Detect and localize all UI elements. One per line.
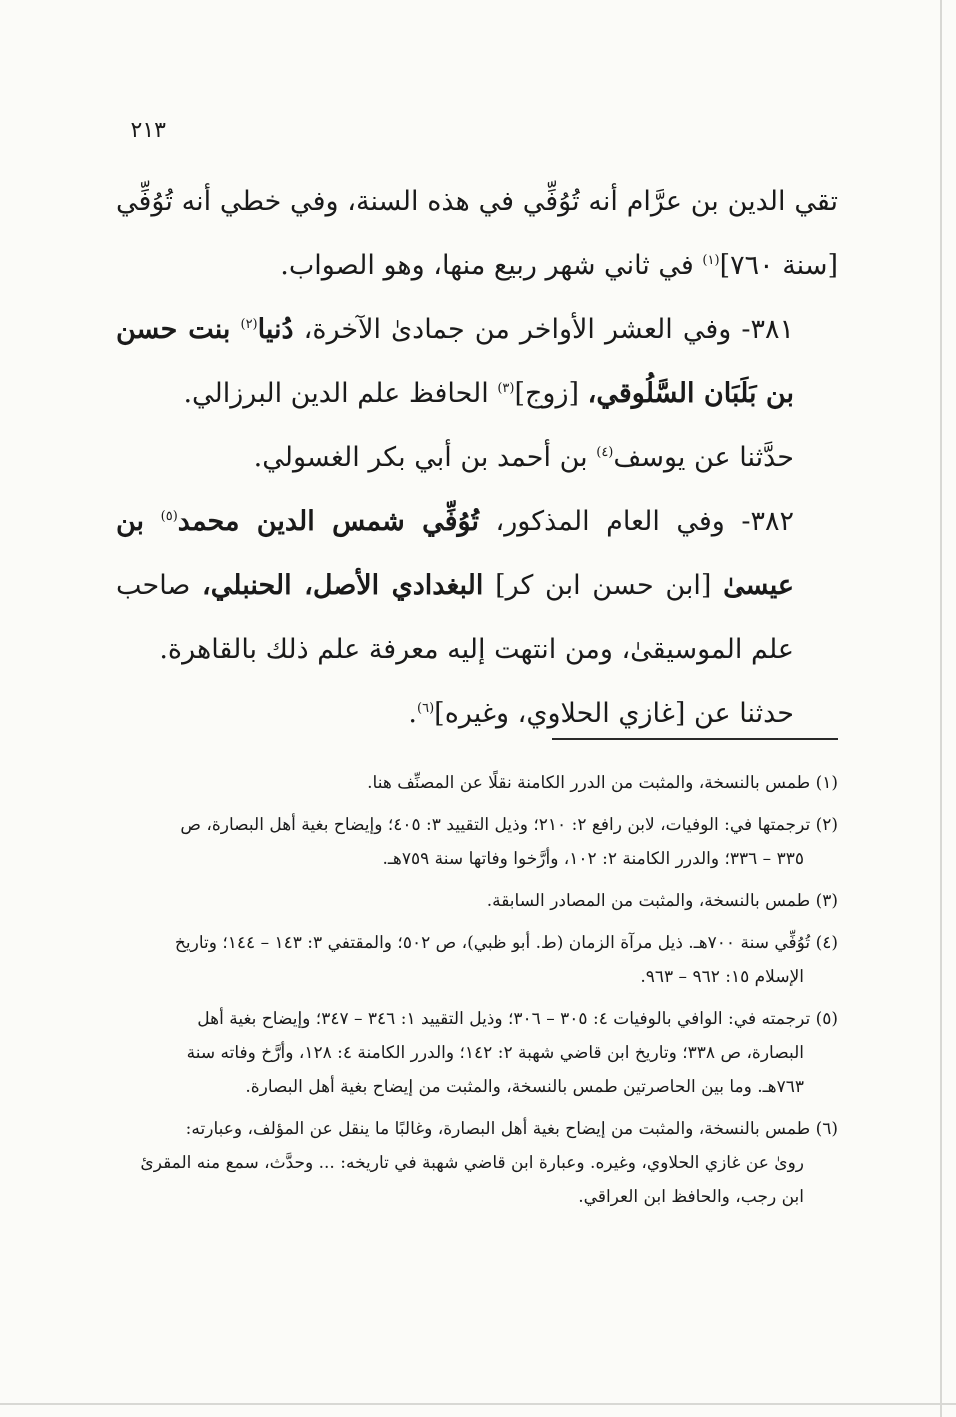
footnote-line-cont: ابن رجب، والحافظ ابن العراقي. (578, 1187, 804, 1207)
footnote-ref-2: (٢) (240, 317, 258, 332)
entry-381-narration (116, 426, 838, 490)
footnote-line: (٢) ترجمتها في: الوفيات، لابن رافع ٢: ٢١٠؛ وذيل التقييد ٣: ٤٠٥؛ وإيضاح بغية أهل البصارة، ص (180, 815, 838, 835)
footnote-line: (٥) ترجمته في: الوافي بالوفيات ٤: ٣٠٥ – ٣٠٦؛ وذيل التقييد ١: ٣٤٦ – ٣٤٧؛ وإيضاح بغية أهل (197, 1009, 838, 1029)
paragraph-intro (116, 170, 838, 298)
footnote-6 (116, 1112, 838, 1214)
entry-381 (116, 298, 838, 426)
entry-382-narration (116, 682, 838, 746)
footnote-ref-4: (٤) (596, 445, 614, 460)
narration-381-b: بن أحمد بن أبي بكر الغسولي. (253, 442, 588, 473)
footnote-4 (116, 926, 838, 994)
entry-382-father: بن عيسىٰ (116, 506, 794, 601)
page-edge-bottom (0, 1403, 956, 1405)
footnotes (116, 766, 838, 1222)
entry-381-lineage: بنت حسن بن بَلَبَان السَّلُوقي، (116, 314, 794, 409)
entry-382 (116, 490, 838, 682)
page-edge-right (940, 0, 942, 1417)
entry-382-bracket: [ابن حسن ابن كر] (495, 570, 712, 601)
footnote-line: (١) طمس بالنسخة، والمثبت من الدرر الكامنة نقلًا عن المصنِّف هنا. (367, 773, 838, 793)
footnote-2 (116, 808, 838, 876)
footnote-3 (116, 884, 838, 918)
footnote-line-cont: ٣٣٥ – ٣٣٦؛ والدرر الكامنة ٢: ١٠٢، وأرَّخوا وفاتها سنة ٧٥٩هـ. (382, 849, 804, 869)
footnote-line: (٣) طمس بالنسخة، والمثبت من المصادر السابقة. (486, 891, 838, 911)
main-text (116, 170, 838, 746)
entry-381-rest: الحافظ علم الدين البرزالي. (183, 378, 489, 409)
footnote-line-cont: روىٰ عن غازي الحلاوي، وغيره. وعبارة ابن قاضي شهبة في تاريخه: ... وحدَّث، سمع منه المقرئ (140, 1153, 804, 1173)
footnote-line-cont: الإسلام ١٥: ٩٦٢ – ٩٦٣. (640, 967, 804, 987)
footnote-line: (٤) تُوُفِّي سنة ٧٠٠هـ. ذيل مرآة الزمان (ط. أبو ظبي)، ص ٥٠٢؛ والمقتفي ٣: ١٤٣ – ١٤٤؛ وتاريخ (174, 933, 838, 953)
footnote-line-cont: البصارة، ص ٣٣٨؛ وتاريخ ابن قاضي شهبة ٢: ١٤٢؛ والدرر الكامنة ٤: ١٢٨، وأرَّخ وفاته سنة (186, 1043, 804, 1063)
narration-382-end: . (408, 698, 418, 729)
intro-line-1: تقي الدين بن عرَّام أنه تُوُفِّي في هذه السنة، وفي خطي أنه تُوُفِّي [سنة ٧٦٠] (116, 186, 838, 281)
entry-381-bracket: [زوج] (514, 378, 580, 409)
footnote-1 (116, 766, 838, 800)
footnote-ref-6: (٦) (417, 701, 435, 716)
narration-381-a: حدَّثنا عن يوسف (613, 442, 794, 473)
footnote-ref-3: (٣) (497, 381, 515, 396)
footnote-line: (٦) طمس بالنسخة، والمثبت من إيضاح بغية أهل البصارة، وغالبًا ما ينقل عن المؤلف، وعبارته: (185, 1119, 838, 1139)
footnote-line-cont: ٧٦٣هـ. وما بين الحاصرتين طمس بالنسخة، والمثبت من إيضاح بغية أهل البصارة. (245, 1077, 804, 1097)
entry-382-number: ٣٨٢- وفي العام المذكور، (495, 506, 794, 537)
intro-line-2: في ثاني شهر ربيع منها، وهو الصواب. (280, 250, 694, 281)
footnote-separator (552, 738, 838, 740)
footnote-ref-1: (١) (702, 253, 720, 268)
entry-382-rest: صاحب علم الموسيقىٰ، ومن انتهت إليه معرفة علم ذلك بالقاهرة. (116, 570, 794, 665)
narration-382-a: حدثنا عن [غازي الحلاوي، وغيره] (434, 698, 794, 729)
entry-381-number: ٣٨١- وفي العشر الأواخر من جمادىٰ الآخرة، (303, 314, 794, 345)
footnote-ref-5: (٥) (160, 509, 178, 524)
entry-381-name: دُنيا (257, 314, 294, 345)
footnote-5 (116, 1002, 838, 1104)
entry-382-origin: البغدادي الأصل، الحنبلي، (202, 570, 484, 601)
page-number: ٢١٣ (130, 118, 166, 143)
entry-382-name: تُوُفِّي شمس الدين محمد (177, 506, 479, 537)
